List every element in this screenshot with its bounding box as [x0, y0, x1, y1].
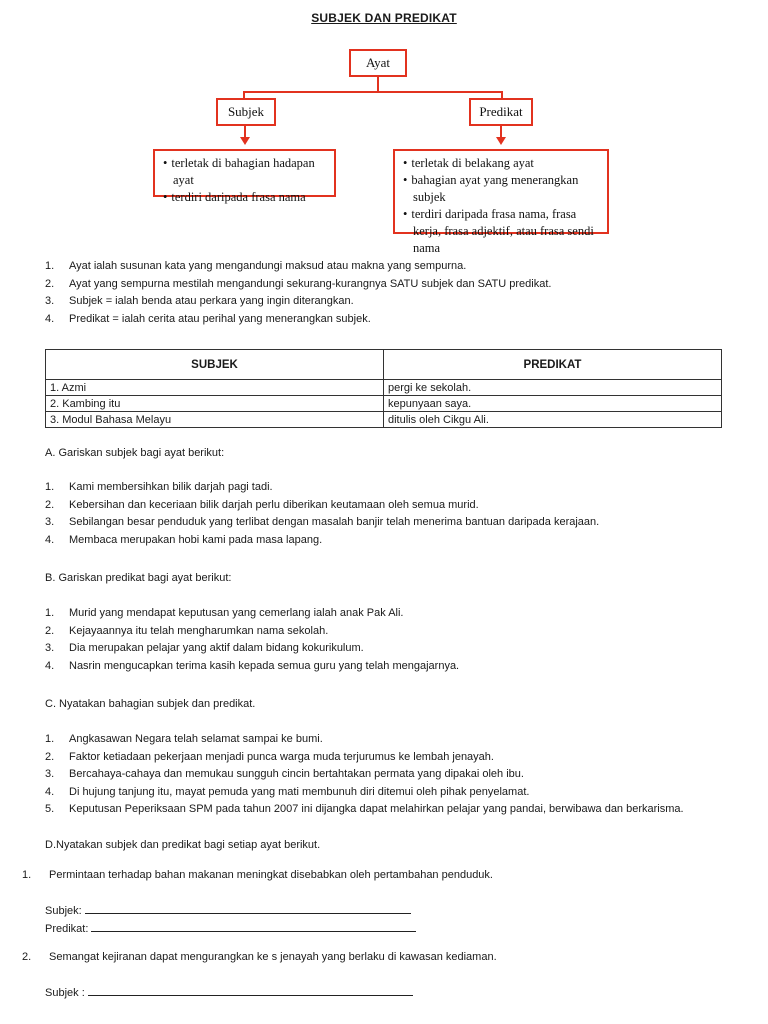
section-d-title: D.Nyatakan subjek dan predikat bagi setiap ayat berikut. — [45, 839, 321, 851]
list-item: 3. Subjek = ialah benda atau perkara yang ingin diterangkan. — [45, 295, 354, 307]
connector-line — [243, 91, 503, 93]
list-item: 1. Ayat ialah susunan kata yang mengandungi maksud atau makna yang sempurna. — [45, 260, 467, 272]
section-a-title: A. Gariskan subjek bagi ayat berikut: — [45, 447, 225, 459]
diagram-root-box: Ayat — [349, 49, 407, 77]
section-b-list — [45, 605, 459, 675]
connector-line — [243, 91, 245, 98]
table-cell: ditulis oleh Cikgu Ali. — [384, 412, 722, 428]
list-item: 4. Predikat = ialah cerita atau perihal yang menerangkan subjek. — [45, 312, 371, 325]
diagram-predikat-box: Predikat — [469, 98, 533, 126]
list-item: 4. Nasrin mengucapkan terima kasih kepada semua guru yang telah mengajarnya. — [45, 659, 460, 672]
diagram-subjek-points — [153, 149, 336, 204]
predikat-point: • terletak di belakang ayat — [413, 155, 601, 172]
table-row — [46, 380, 722, 396]
list-item: 2. Kejayaannya itu telah mengharumkan nama sekolah. — [45, 624, 329, 637]
list-item: 2. Kebersihan dan keceriaan bilik darjah perlu diberikan keutamaan oleh semua murid. — [45, 498, 479, 511]
list-item: 2. Faktor ketiadaan pekerjaan menjadi punca warga muda terjurumus ke lembah jenayah. — [45, 750, 494, 763]
list-item: 5. Keputusan Peperiksaan SPM pada tahun 2007 ini dijangka dapat melahirkan pelajar yang pandai, berwibawa dan berkarisma. — [45, 803, 684, 815]
diagram-predikat-points — [393, 149, 609, 255]
question-2: 2. Semangat kejiranan dapat mengurangkan ke s jenayah yang berlaku di kawasan kediaman. — [22, 951, 497, 963]
page-title: SUBJEK DAN PREDIKAT — [311, 11, 457, 25]
table-cell: 3. Modul Bahasa Melayu — [46, 412, 384, 428]
subjek-predikat-table — [45, 349, 722, 428]
subjek-point: • terdiri daripada frasa nama — [173, 189, 328, 206]
arrow-down-icon — [496, 137, 506, 145]
answer-blank[interactable] — [91, 922, 416, 932]
subjek-predikat-diagram — [0, 44, 768, 255]
arrow-down-icon — [240, 137, 250, 145]
subjek-answer-line-2[interactable]: Subjek : — [45, 986, 413, 999]
answer-blank[interactable] — [88, 986, 413, 996]
predikat-point: • terdiri daripada frasa nama, frasa kerja, frasa adjektif, atau frasa sendi nama — [413, 206, 601, 257]
list-item: 3. Dia merupakan pelajar yang aktif dalam bidang kokurikulum. — [45, 642, 364, 654]
section-c-list — [45, 731, 684, 819]
table-cell: kepunyaan saya. — [384, 396, 722, 412]
section-c-title: C. Nyatakan bahagian subjek dan predikat. — [45, 698, 256, 710]
table-row — [46, 412, 722, 428]
table-header: PREDIKAT — [384, 350, 722, 380]
table-cell: 2. Kambing itu — [46, 396, 384, 412]
subjek-answer-line[interactable]: Subjek: — [45, 904, 411, 917]
table-row — [46, 396, 722, 412]
list-item: 3. Sebilangan besar penduduk yang terlibat dengan masalah banjir telah menerima bantuan daripada kerajaan. — [45, 516, 600, 528]
connector-line — [501, 91, 503, 98]
question-1: 1. Permintaan terhadap bahan makanan meningkat disebabkan oleh pertambahan penduduk. — [22, 869, 493, 881]
list-item: 4. Membaca merupakan hobi kami pada masa lapang. — [45, 533, 323, 546]
list-item: 3. Bercahaya-cahaya dan memukau sungguh cincin bertahtakan permata yang dipakai oleh ibu. — [45, 768, 524, 780]
predikat-point: • bahagian ayat yang menerangkan subjek — [413, 172, 601, 206]
subjek-point: • terletak di bahagian hadapan ayat — [173, 155, 328, 189]
table-cell: pergi ke sekolah. — [384, 380, 722, 396]
connector-line — [377, 77, 379, 92]
predikat-answer-line[interactable]: Predikat: — [45, 922, 416, 935]
notes-list — [45, 258, 551, 328]
answer-blank[interactable] — [85, 904, 411, 914]
list-item: 4. Di hujung tanjung itu, mayat pemuda yang mati membunuh diri ditemui oleh pihak penyelamat. — [45, 785, 530, 798]
list-item: 2. Ayat yang sempurna mestilah mengandungi sekurang-kurangnya SATU subjek dan SATU predikat. — [45, 277, 552, 290]
diagram-subjek-box: Subjek — [216, 98, 276, 126]
list-item: 1. Murid yang mendapat keputusan yang cemerlang ialah anak Pak Ali. — [45, 607, 404, 619]
table-header: SUBJEK — [46, 350, 384, 380]
section-b-title: B. Gariskan predikat bagi ayat berikut: — [45, 572, 232, 584]
list-item: 1. Angkasawan Negara telah selamat sampai ke bumi. — [45, 733, 323, 745]
list-item: 1. Kami membersihkan bilik darjah pagi tadi. — [45, 481, 273, 493]
table-cell: 1. Azmi — [46, 380, 384, 396]
section-a-list — [45, 479, 599, 549]
